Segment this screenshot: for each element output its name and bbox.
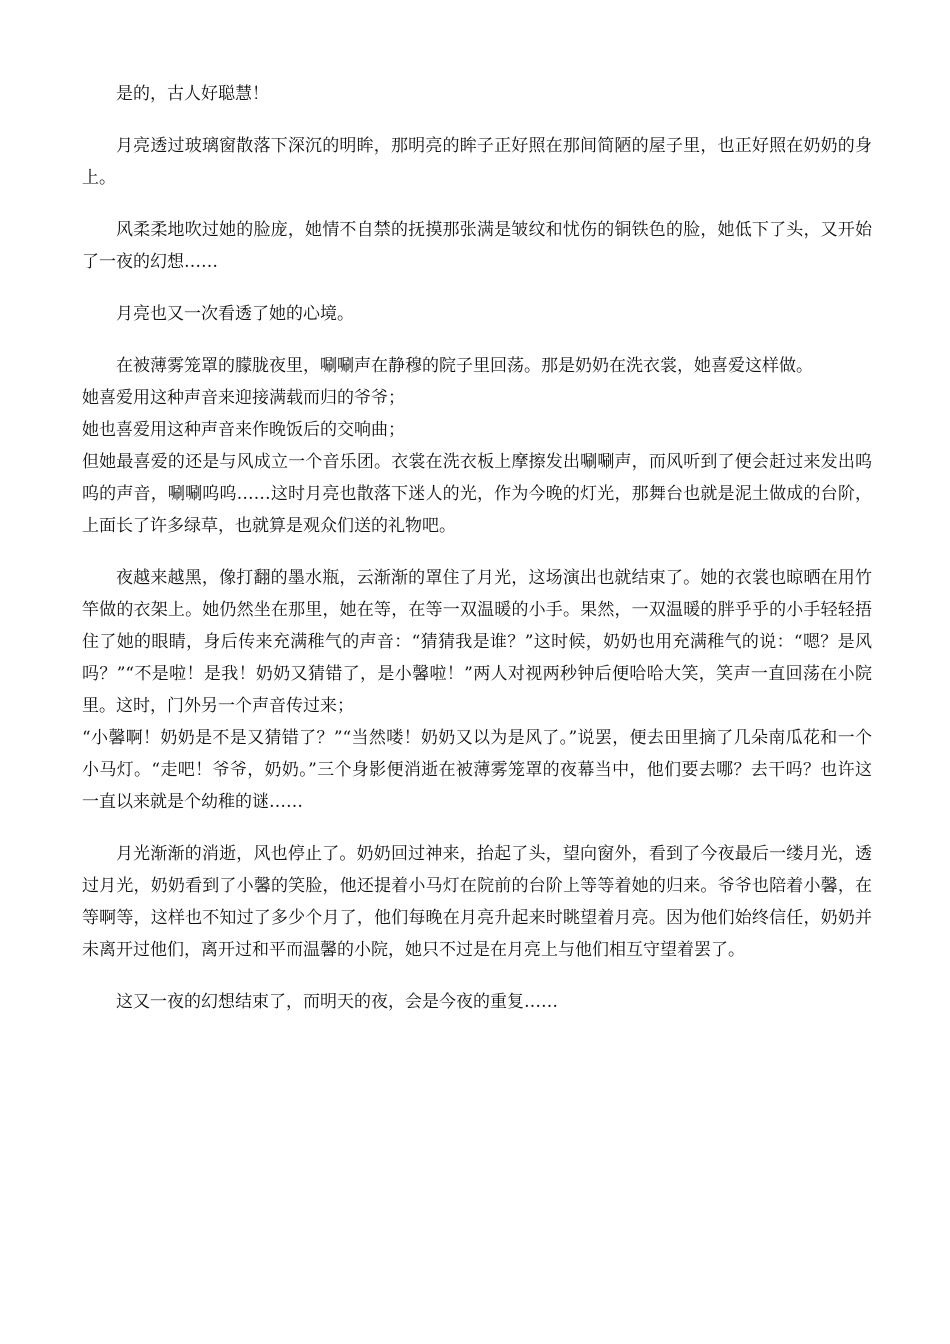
paragraph-1: 是的，古人好聪慧！ (116, 84, 269, 104)
paragraph-5: 在被薄雾笼罩的朦胧夜里，唰唰声在静穆的院子里回荡。那是奶奶在洗衣裳，她喜爱这样做。 (116, 356, 813, 376)
paragraph-12: 这又一夜的幻想结束了，而明天的夜，会是今夜的重复…… (116, 992, 558, 1012)
paragraph-11: 月光渐渐的消逝，风也停止了。奶奶回过神来，抬起了头，望向窗外，看到了今夜最后一缕月光，透过月光，奶奶看到了小馨的笑脸，他还提着小马灯在院前的台阶上等等着她的归来。爷爷也陪着小馨，在等啊等，这样也不知过了多少个月了，他们每晚在月亮升起来时眺望着月亮。因为他们始终信任，奶奶并未离开过他们，离开过和平而温馨的小院，她只不过是在月亮上与他们相互守望着罢了。 (82, 844, 872, 960)
paragraph-8: 但她最喜爱的还是与风成立一个音乐团。衣裳在洗衣板上摩擦发出唰唰声，而风听到了便会赶过来发出呜呜的声音，唰唰呜呜……这时月亮也散落下迷人的光，作为今晚的灯光，那舞台也就是泥土做成的台阶，上面长了许多绿草，也就算是观众们送的礼物吧。 (82, 452, 872, 536)
paragraph-2: 月亮透过玻璃窗散落下深沉的明眸，那明亮的眸子正好照在那间简陋的屋子里，也正好照在奶奶的身上。 (82, 136, 872, 188)
paragraph-7: 她也喜爱用这种声音来作晚饭后的交响曲； (82, 420, 405, 440)
document-page (82, 78, 872, 1018)
paragraph-9: 夜越来越黑，像打翻的墨水瓶，云渐渐的罩住了月光，这场演出也就结束了。她的衣裳也晾晒在用竹竿做的衣架上。她仍然坐在那里，她在等，在等一双温暖的小手。果然，一双温暖的胖乎乎的小手轻轻捂住了她的眼睛，身后传来充满稚气的声音：“猜猜我是谁？”这时候，奶奶也用充满稚气的说：“嗯？是风吗？”“不是啦！是我！奶奶又猜错了，是小馨啦！”两人对视两秒钟后便哈哈大笑，笑声一直回荡在小院里。这时，门外另一个声音传过来； (82, 568, 872, 716)
paragraph-3: 风柔柔地吹过她的脸庞，她情不自禁的抚摸那张满是皱纹和忧伤的铜铁色的脸，她低下了头，又开始了一夜的幻想…… (82, 220, 872, 272)
paragraph-4: 月亮也又一次看透了她的心境。 (116, 304, 354, 324)
paragraph-10: “小馨啊！奶奶是不是又猜错了？”“当然喽！奶奶又以为是风了。”说罢，便去田里摘了几朵南瓜花和一个小马灯。“走吧！爷爷，奶奶。”三个身影便消逝在被薄雾笼罩的夜幕当中，他们要去哪？去干吗？也许这一直以来就是个幼稚的谜…… (82, 728, 872, 812)
paragraph-6: 她喜爱用这种声音来迎接满载而归的爷爷； (82, 388, 405, 408)
